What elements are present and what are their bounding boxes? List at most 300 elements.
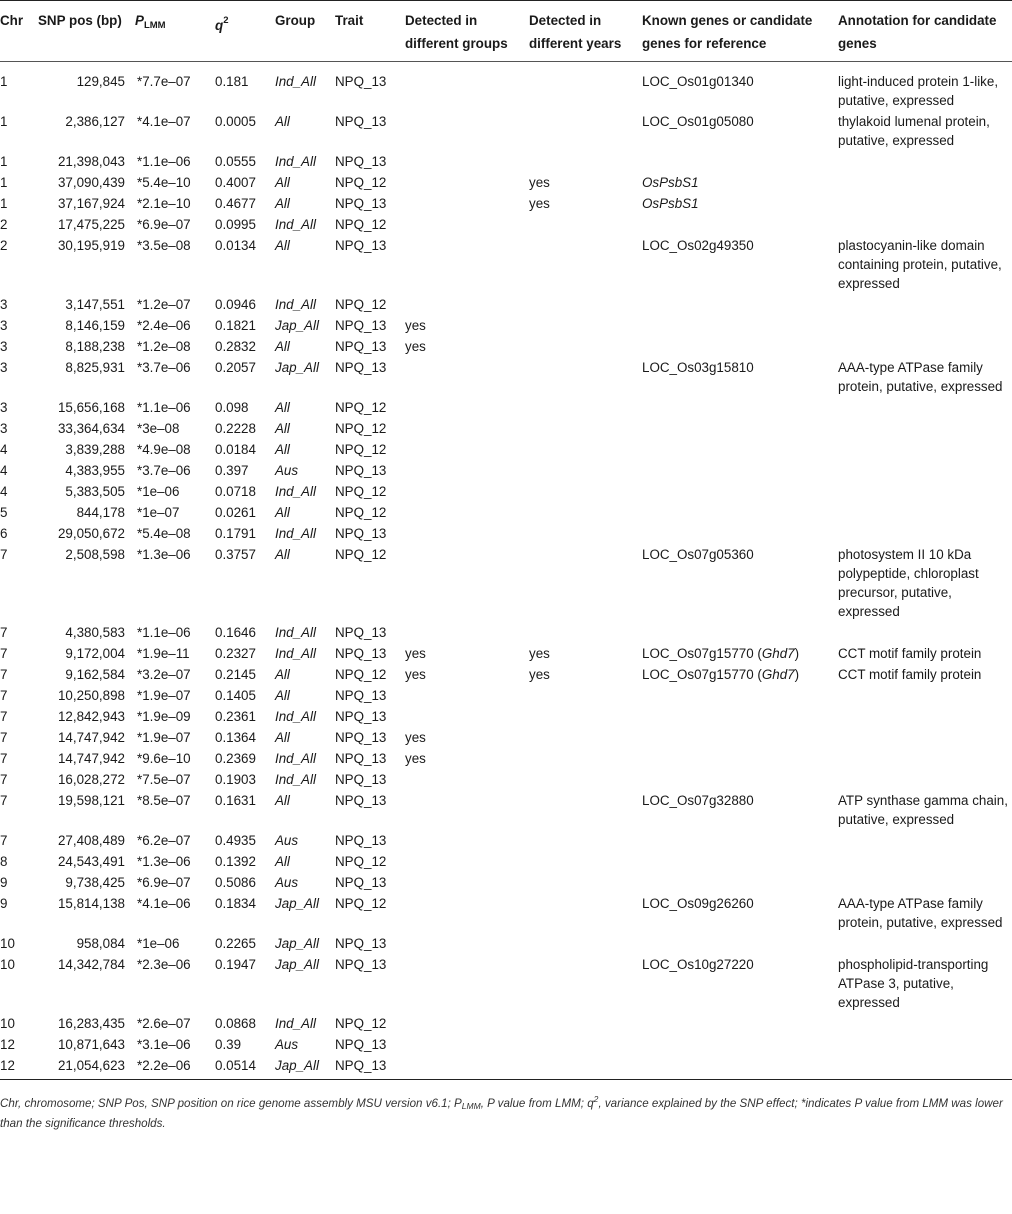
cell-chr: 1 — [0, 175, 8, 190]
cell-detected-groups — [403, 850, 527, 871]
cell-trait: NPQ_12 — [335, 547, 387, 562]
cell-gene — [640, 396, 836, 417]
cell-group: Ind_All — [275, 625, 316, 640]
cell-detected-groups — [403, 953, 527, 1012]
cell-group: Jap_All — [275, 957, 319, 972]
cell-detected-groups — [403, 356, 527, 396]
cell-q2: 0.2228 — [215, 421, 256, 436]
cell-snp-pos: 844,178 — [76, 505, 125, 520]
cell-detected-years — [527, 789, 640, 829]
cell-trait: NPQ_13 — [335, 526, 387, 541]
cell-snp-pos: 17,475,225 — [57, 217, 125, 232]
cell-q2: 0.1791 — [215, 526, 256, 541]
cell-trait: NPQ_13 — [335, 360, 387, 375]
table-row — [0, 213, 1012, 234]
cell-snp-pos: 8,188,238 — [65, 339, 125, 354]
cell-detected-groups — [403, 871, 527, 892]
cell-gene — [640, 705, 836, 726]
cell-annotation — [836, 293, 1012, 314]
cell-detected-years — [527, 417, 640, 438]
cell-detected-years: yes — [529, 196, 550, 211]
cell-chr: 3 — [0, 421, 8, 436]
cell-p-lmm: *1.9e–11 — [137, 646, 190, 661]
cell-gene: LOC_Os07g15770 (Ghd7) — [642, 646, 800, 661]
cell-detected-groups — [403, 829, 527, 850]
cell-gene — [640, 459, 836, 480]
cell-annotation — [836, 213, 1012, 234]
cell-detected-groups — [403, 480, 527, 501]
cell-gene — [640, 829, 836, 850]
cell-annotation — [836, 396, 1012, 417]
cell-chr: 9 — [0, 875, 8, 890]
cell-group: Ind_All — [275, 484, 316, 499]
cell-annotation: thylakoid lumenal protein, putative, expressed — [838, 114, 990, 148]
cell-detected-years — [527, 314, 640, 335]
cell-chr: 8 — [0, 854, 8, 869]
cell-group: Ind_All — [275, 646, 316, 661]
cell-p-lmm: *2.4e–06 — [137, 318, 191, 333]
cell-trait: NPQ_13 — [335, 463, 387, 478]
cell-group: All — [275, 421, 290, 436]
cell-trait: NPQ_13 — [335, 688, 387, 703]
cell-group: Ind_All — [275, 217, 316, 232]
cell-annotation — [836, 747, 1012, 768]
cell-gene — [640, 850, 836, 871]
cell-detected-years — [527, 293, 640, 314]
cell-gene — [640, 684, 836, 705]
cell-q2: 0.0555 — [215, 154, 256, 169]
cell-gene — [640, 293, 836, 314]
cell-detected-groups — [403, 417, 527, 438]
cell-p-lmm: *7.5e–07 — [137, 772, 191, 787]
cell-gene: LOC_Os01g05080 — [642, 114, 754, 129]
cell-q2: 0.3757 — [215, 547, 256, 562]
cell-detected-years — [527, 438, 640, 459]
cell-trait: NPQ_13 — [335, 793, 387, 808]
cell-q2: 0.4935 — [215, 833, 256, 848]
cell-detected-groups — [403, 684, 527, 705]
table-row — [0, 396, 1012, 417]
cell-group: Ind_All — [275, 297, 316, 312]
cell-group: All — [275, 175, 290, 190]
table-row — [0, 953, 1012, 1012]
cell-detected-groups — [403, 892, 527, 932]
cell-gene: LOC_Os07g15770 (Ghd7) — [642, 667, 800, 682]
cell-detected-groups — [403, 150, 527, 171]
cell-gene — [640, 1012, 836, 1033]
cell-snp-pos: 14,747,942 — [57, 751, 125, 766]
cell-gene — [640, 871, 836, 892]
table-row — [0, 417, 1012, 438]
cell-detected-groups — [403, 62, 527, 111]
header-chr: Chr — [0, 1, 36, 62]
cell-trait: NPQ_13 — [333, 1054, 403, 1080]
cell-gene: LOC_Os10g27220 — [642, 957, 754, 972]
cell-group: Aus — [275, 1037, 299, 1052]
cell-group: All — [275, 196, 290, 211]
cell-chr: 4 — [0, 463, 8, 478]
cell-trait: NPQ_13 — [335, 318, 387, 333]
cell-chr: 7 — [0, 646, 8, 661]
cell-p-lmm: *1e–06 — [137, 936, 180, 951]
table-row — [0, 642, 1012, 663]
cell-annotation: plastocyanin-like domain containing protein, putative, expressed — [838, 238, 1002, 291]
cell-snp-pos: 3,839,288 — [65, 442, 125, 457]
cell-annotation: CCT motif family protein — [838, 646, 982, 661]
cell-gene — [640, 522, 836, 543]
cell-detected-years — [527, 150, 640, 171]
cell-detected-groups — [403, 1012, 527, 1033]
cell-snp-pos: 21,054,623 — [36, 1054, 133, 1080]
cell-annotation — [836, 1033, 1012, 1054]
cell-q2: 0.098 — [215, 400, 249, 415]
cell-detected-years — [527, 871, 640, 892]
cell-q2: 0.0946 — [215, 297, 256, 312]
cell-detected-years — [527, 932, 640, 953]
cell-trait: NPQ_13 — [335, 238, 387, 253]
table-row — [0, 684, 1012, 705]
cell-gene: OsPsbS1 — [642, 196, 699, 211]
cell-snp-pos: 16,283,435 — [57, 1016, 125, 1031]
cell-detected-years — [527, 110, 640, 150]
cell-trait: NPQ_13 — [335, 74, 387, 89]
table-row — [0, 62, 1012, 111]
cell-p-lmm: *2.2e–06 — [133, 1054, 213, 1080]
cell-gene — [640, 213, 836, 234]
cell-annotation — [836, 768, 1012, 789]
cell-gene: LOC_Os03g15810 — [642, 360, 754, 375]
cell-p-lmm: *5.4e–10 — [137, 175, 191, 190]
cell-chr: 12 — [0, 1037, 15, 1052]
cell-p-lmm: *3e–08 — [137, 421, 180, 436]
cell-p-lmm: *3.2e–07 — [137, 667, 191, 682]
table-row — [0, 663, 1012, 684]
cell-snp-pos: 9,172,004 — [65, 646, 125, 661]
cell-p-lmm: *6.9e–07 — [137, 875, 191, 890]
cell-annotation — [836, 417, 1012, 438]
cell-chr: 2 — [0, 217, 8, 232]
cell-chr: 7 — [0, 709, 8, 724]
cell-p-lmm: *2.1e–10 — [137, 196, 191, 211]
table-row — [0, 543, 1012, 621]
cell-trait: NPQ_12 — [335, 505, 387, 520]
cell-snp-pos: 29,050,672 — [57, 526, 125, 541]
table-row — [0, 171, 1012, 192]
cell-annotation — [836, 932, 1012, 953]
cell-q2: 0.0514 — [213, 1054, 273, 1080]
cell-snp-pos: 3,147,551 — [65, 297, 125, 312]
cell-annotation — [836, 1054, 1012, 1080]
table-row — [0, 501, 1012, 522]
cell-q2: 0.0005 — [215, 114, 256, 129]
cell-chr: 7 — [0, 793, 8, 808]
cell-group: All — [275, 730, 290, 745]
header-trait: Trait — [333, 1, 403, 62]
cell-p-lmm: *1.9e–07 — [137, 688, 191, 703]
table-row — [0, 829, 1012, 850]
cell-trait: NPQ_12 — [335, 421, 387, 436]
table-row — [0, 150, 1012, 171]
cell-snp-pos: 15,656,168 — [57, 400, 125, 415]
cell-chr: 12 — [0, 1054, 36, 1080]
cell-q2: 0.1392 — [215, 854, 256, 869]
cell-snp-pos: 8,825,931 — [65, 360, 125, 375]
cell-group: All — [275, 688, 290, 703]
cell-detected-groups: yes — [405, 318, 426, 333]
cell-q2: 0.4007 — [215, 175, 256, 190]
cell-group: Ind_All — [275, 709, 316, 724]
cell-group: Jap_All — [275, 360, 319, 375]
cell-snp-pos: 33,364,634 — [57, 421, 125, 436]
cell-snp-pos: 12,842,943 — [57, 709, 125, 724]
cell-detected-groups — [403, 293, 527, 314]
table-row — [0, 522, 1012, 543]
cell-q2: 0.181 — [215, 74, 249, 89]
cell-q2: 0.0995 — [215, 217, 256, 232]
header-snp-pos: SNP pos (bp) — [36, 1, 133, 62]
table-row — [0, 1054, 1012, 1080]
cell-group: Ind_All — [275, 526, 316, 541]
cell-detected-groups — [403, 396, 527, 417]
cell-group: All — [275, 400, 290, 415]
cell-detected-years — [527, 213, 640, 234]
table-row — [0, 234, 1012, 293]
cell-q2: 0.2265 — [215, 936, 256, 951]
table-row — [0, 705, 1012, 726]
cell-p-lmm: *3.7e–06 — [137, 463, 191, 478]
cell-annotation — [836, 871, 1012, 892]
cell-chr: 4 — [0, 484, 8, 499]
cell-q2: 0.1631 — [215, 793, 256, 808]
cell-chr: 3 — [0, 297, 8, 312]
cell-gene — [640, 768, 836, 789]
cell-chr: 2 — [0, 238, 8, 253]
cell-p-lmm: *6.2e–07 — [137, 833, 191, 848]
cell-chr: 7 — [0, 751, 8, 766]
cell-gene — [640, 747, 836, 768]
cell-trait: NPQ_13 — [335, 339, 387, 354]
cell-p-lmm: *3.5e–08 — [137, 238, 191, 253]
table-body — [0, 62, 1012, 1080]
cell-snp-pos: 37,167,924 — [57, 196, 125, 211]
cell-group: All — [275, 854, 290, 869]
cell-detected-groups — [403, 438, 527, 459]
cell-detected-groups — [403, 234, 527, 293]
cell-annotation: AAA-type ATPase family protein, putative, expressed — [838, 896, 1003, 930]
table-row — [0, 438, 1012, 459]
cell-group: All — [275, 793, 290, 808]
cell-p-lmm: *1.2e–07 — [137, 297, 191, 312]
cell-detected-years — [527, 621, 640, 642]
cell-trait: NPQ_13 — [335, 154, 387, 169]
cell-snp-pos: 2,508,598 — [65, 547, 125, 562]
table-row — [0, 768, 1012, 789]
cell-group: Ind_All — [275, 751, 316, 766]
cell-detected-years — [527, 705, 640, 726]
cell-trait: NPQ_12 — [335, 1016, 387, 1031]
cell-gene: LOC_Os01g01340 — [642, 74, 754, 89]
cell-group: Ind_All — [275, 772, 316, 787]
cell-trait: NPQ_12 — [335, 667, 387, 682]
cell-detected-groups — [403, 522, 527, 543]
cell-group: All — [275, 547, 290, 562]
cell-chr: 7 — [0, 547, 8, 562]
cell-annotation: ATP synthase gamma chain, putative, expressed — [838, 793, 1008, 827]
cell-snp-pos: 9,738,425 — [65, 875, 125, 890]
table-row — [0, 789, 1012, 829]
cell-gene — [640, 335, 836, 356]
cell-snp-pos: 21,398,043 — [57, 154, 125, 169]
header-genes: Known genes or candidate genes for reference — [640, 1, 836, 62]
cell-detected-years — [527, 522, 640, 543]
cell-chr: 1 — [0, 74, 8, 89]
cell-gene — [640, 150, 836, 171]
cell-p-lmm: *1.1e–06 — [137, 400, 191, 415]
cell-detected-groups — [403, 459, 527, 480]
table-row — [0, 621, 1012, 642]
cell-chr: 3 — [0, 318, 8, 333]
cell-detected-groups: yes — [405, 751, 426, 766]
cell-p-lmm: *2.3e–06 — [137, 957, 191, 972]
cell-snp-pos: 24,543,491 — [57, 854, 125, 869]
cell-snp-pos: 15,814,138 — [57, 896, 125, 911]
cell-chr: 10 — [0, 957, 15, 972]
cell-gene: LOC_Os07g05360 — [642, 547, 754, 562]
cell-trait: NPQ_13 — [335, 730, 387, 745]
header-p-lmm: $P_{LMM}$ — [133, 1, 213, 62]
table-row — [0, 356, 1012, 396]
cell-detected-groups — [403, 110, 527, 150]
cell-trait: NPQ_13 — [335, 772, 387, 787]
cell-q2: 0.0261 — [215, 505, 256, 520]
cell-p-lmm: *3.1e–06 — [137, 1037, 191, 1052]
table-row — [0, 293, 1012, 314]
cell-trait: NPQ_12 — [335, 400, 387, 415]
table-header — [0, 1, 1012, 62]
cell-group: Ind_All — [275, 1016, 316, 1031]
cell-detected-groups — [403, 1033, 527, 1054]
cell-detected-years — [527, 1033, 640, 1054]
cell-q2: 0.2057 — [215, 360, 256, 375]
cell-gene — [640, 417, 836, 438]
cell-trait: NPQ_12 — [335, 442, 387, 457]
cell-detected-years — [527, 1054, 640, 1080]
cell-detected-years — [527, 953, 640, 1012]
cell-q2: 0.5086 — [215, 875, 256, 890]
cell-p-lmm: *9.6e–10 — [137, 751, 191, 766]
cell-snp-pos: 14,342,784 — [57, 957, 125, 972]
cell-chr: 1 — [0, 114, 8, 129]
table-row — [0, 850, 1012, 871]
cell-snp-pos: 30,195,919 — [57, 238, 125, 253]
cell-detected-groups — [403, 705, 527, 726]
cell-detected-groups: yes — [405, 667, 426, 682]
cell-group: Aus — [275, 463, 299, 478]
cell-detected-years — [527, 62, 640, 111]
table-row — [0, 747, 1012, 768]
cell-p-lmm: *1.3e–06 — [137, 854, 191, 869]
cell-trait: NPQ_12 — [335, 297, 387, 312]
cell-detected-years: yes — [529, 667, 550, 682]
cell-gene — [640, 932, 836, 953]
cell-gene — [640, 501, 836, 522]
cell-detected-years — [527, 501, 640, 522]
cell-group: All — [275, 505, 290, 520]
cell-group: Aus — [275, 833, 299, 848]
cell-trait: NPQ_12 — [335, 217, 387, 232]
cell-trait: NPQ_12 — [335, 854, 387, 869]
cell-q2: 0.2369 — [215, 751, 256, 766]
cell-p-lmm: *8.5e–07 — [137, 793, 191, 808]
table-row — [0, 892, 1012, 932]
cell-p-lmm: *1.1e–06 — [137, 154, 191, 169]
cell-trait: NPQ_13 — [335, 936, 387, 951]
cell-trait: NPQ_12 — [335, 484, 387, 499]
cell-group: Jap_All — [273, 1054, 333, 1080]
cell-gene — [640, 621, 836, 642]
cell-snp-pos: 27,408,489 — [57, 833, 125, 848]
header-detected-years: Detected in different years — [527, 1, 640, 62]
header-detected-groups: Detected in different groups — [403, 1, 527, 62]
cell-detected-groups — [403, 501, 527, 522]
cell-annotation — [836, 850, 1012, 871]
cell-detected-groups: yes — [405, 339, 426, 354]
cell-detected-years — [527, 829, 640, 850]
cell-snp-pos: 14,747,942 — [57, 730, 125, 745]
cell-p-lmm: *6.9e–07 — [137, 217, 191, 232]
cell-gene — [640, 726, 836, 747]
cell-trait: NPQ_13 — [335, 751, 387, 766]
cell-group: Jap_All — [275, 318, 319, 333]
cell-annotation — [836, 829, 1012, 850]
cell-snp-pos: 2,386,127 — [65, 114, 125, 129]
cell-trait: NPQ_13 — [335, 114, 387, 129]
cell-annotation: light-induced protein 1-like, putative, expressed — [838, 74, 999, 108]
table-row — [0, 110, 1012, 150]
cell-annotation — [836, 684, 1012, 705]
cell-p-lmm: *4.9e–08 — [137, 442, 191, 457]
cell-gene: LOC_Os09g26260 — [642, 896, 754, 911]
cell-q2: 0.1405 — [215, 688, 256, 703]
cell-annotation — [836, 621, 1012, 642]
cell-snp-pos: 129,845 — [76, 74, 125, 89]
cell-detected-years — [527, 684, 640, 705]
cell-annotation: phospholipid-transporting ATPase 3, putative, expressed — [838, 957, 989, 1010]
cell-q2: 0.1821 — [215, 318, 256, 333]
cell-group: Ind_All — [275, 154, 316, 169]
cell-annotation — [836, 335, 1012, 356]
header-group: Group — [273, 1, 333, 62]
cell-snp-pos: 16,028,272 — [57, 772, 125, 787]
cell-annotation — [836, 192, 1012, 213]
cell-q2: 0.0718 — [215, 484, 256, 499]
table-row — [0, 314, 1012, 335]
cell-detected-years: yes — [529, 646, 550, 661]
cell-annotation — [836, 501, 1012, 522]
cell-q2: 0.2145 — [215, 667, 256, 682]
cell-chr: 7 — [0, 772, 8, 787]
cell-gene — [640, 314, 836, 335]
cell-snp-pos: 10,871,643 — [57, 1037, 125, 1052]
table-row — [0, 1033, 1012, 1054]
cell-q2: 0.397 — [215, 463, 249, 478]
cell-group: All — [275, 339, 290, 354]
cell-chr: 3 — [0, 339, 8, 354]
cell-annotation — [836, 438, 1012, 459]
cell-q2: 0.0134 — [215, 238, 256, 253]
cell-snp-pos: 958,084 — [76, 936, 125, 951]
cell-p-lmm: *1e–07 — [137, 505, 180, 520]
